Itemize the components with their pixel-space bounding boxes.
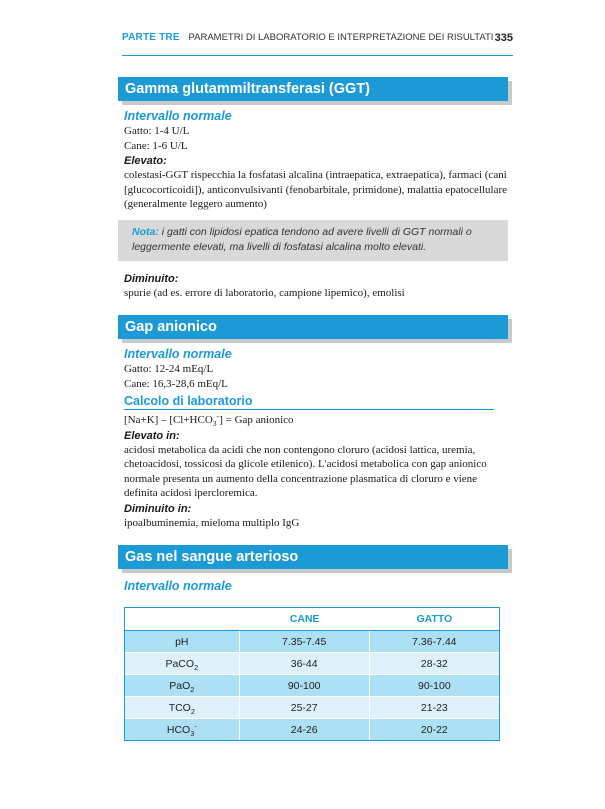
ggt-decreased-paragraph: spurie (ad es. errore di laboratorio, campione lipemico), emolisi — [124, 286, 405, 299]
header-part: PARTE TRE — [122, 32, 180, 43]
column-header-cat: GATTO — [370, 608, 499, 631]
ggt-normal-cat: Gatto: 1-4 U/L — [124, 125, 190, 137]
column-header — [125, 608, 240, 631]
dog-value-cell: 36-44 — [240, 653, 370, 675]
content-column — [118, 77, 508, 741]
ggt-elevated-paragraph: colestasi-GGT rispecchia la fosfatasi alcalina (intraepatica, extraepatica), farmaci (cani [glucocorticoidi]), anticonvulsivanti (fenobarbitale, primidone), malattia epatocellulare (generalmente leggero aumento) — [124, 169, 508, 210]
header-rule — [122, 55, 513, 56]
formula-subscript: 3 — [212, 419, 217, 429]
ag-normal-label: Intervallo normale — [124, 347, 232, 361]
table-row — [125, 675, 499, 697]
ggt-note-box — [118, 220, 508, 261]
table-row — [125, 697, 499, 719]
dog-value-cell: 24-26 — [240, 719, 370, 740]
parameter-cell: PaCO$_2$ — [125, 653, 240, 675]
ggt-normal-values — [124, 124, 508, 153]
note-text: i gatti con lipidosi epatica tendono ad avere livelli di GGT normali o leggermente elevati, ma livelli di fosfatasi alcalina molto elevati. — [132, 225, 472, 253]
parameter-cell: PaO$_2$ — [125, 675, 240, 697]
parameter-cell: $HCO_3^-$ — [125, 719, 240, 740]
parameter-cell: $TCO_2$ — [125, 697, 240, 719]
cat-value-cell: 20-22 — [370, 719, 499, 740]
running-header — [122, 32, 513, 48]
cat-value-cell: 7.36-7.44 — [370, 631, 499, 653]
table-header-row — [125, 608, 499, 631]
table-row — [125, 653, 499, 675]
note-label: Nota: — [132, 225, 159, 238]
ag-elevated-paragraph: acidosi metabolica da acidi che non contengono cloruro (acidosi lattica, uremia, chetoacidosi, tossicosi da glicole etilenico). L'acidosi metabolica con gap anionico normale presenta un aumento della concentrazione plasmatica di cloruro e viene definita acidosi ipercloremica. — [124, 443, 487, 499]
formula-part-b: ] = Gap anionico — [219, 414, 294, 426]
blood-gas-heading: Gas nel sangue arterioso — [118, 545, 508, 569]
bg-normal-label: Intervallo normale — [124, 579, 232, 593]
column-header-dog: CANE — [240, 608, 370, 631]
dog-value-cell: 7.35-7.45 — [240, 631, 370, 653]
page-number: 335 — [494, 32, 513, 44]
ag-decreased-text — [124, 516, 508, 531]
cat-value-cell: 28-32 — [370, 653, 499, 675]
ggt-normal-label: Intervallo normale — [124, 109, 232, 123]
ggt-normal-dog: Cane: 1-6 U/L — [124, 139, 188, 152]
ggt-decreased-text — [124, 286, 508, 301]
ag-normal-cat: Gatto: 12-24 mEq/L — [124, 363, 214, 375]
ag-normal-dog: Cane: 16,3-28,6 mEq/L — [124, 377, 228, 390]
header-title: PARAMETRI DI LABORATORIO E INTERPRETAZIONE DEI RISULTATI — [188, 32, 494, 43]
formula-superscript: - — [216, 411, 220, 421]
cat-value-cell: 21-23 — [370, 697, 499, 719]
ggt-elevated-text — [124, 168, 508, 212]
formula-part-a: [Na+K] – [Cl+HCO — [124, 414, 213, 426]
anion-gap-heading: Gap anionico — [118, 315, 508, 339]
parameter-cell: pH — [125, 631, 240, 653]
dog-value-cell: 90-100 — [240, 675, 370, 697]
dog-value-cell: 25-27 — [240, 697, 370, 719]
cat-value-cell: 90-100 — [370, 675, 499, 697]
ag-decreased-label: Diminuito in: — [124, 502, 192, 515]
ag-formula — [124, 413, 508, 428]
ggt-elevated-label: Elevato: — [124, 155, 167, 167]
ggt-heading: Gamma glutammiltransferasi (GGT) — [118, 77, 508, 101]
ag-calc-label: Calcolo di laboratorio — [124, 394, 494, 410]
table-row — [125, 719, 499, 740]
ag-elevated-text — [124, 443, 508, 501]
ag-elevated-label: Elevato in: — [124, 429, 180, 442]
table-row — [125, 631, 499, 653]
ggt-decreased-label: Diminuito: — [124, 272, 179, 285]
ag-decreased-paragraph: ipoalbuminemia, mieloma multiplo IgG — [124, 516, 300, 529]
blood-gas-table — [124, 607, 500, 741]
ag-normal-values — [124, 362, 508, 391]
